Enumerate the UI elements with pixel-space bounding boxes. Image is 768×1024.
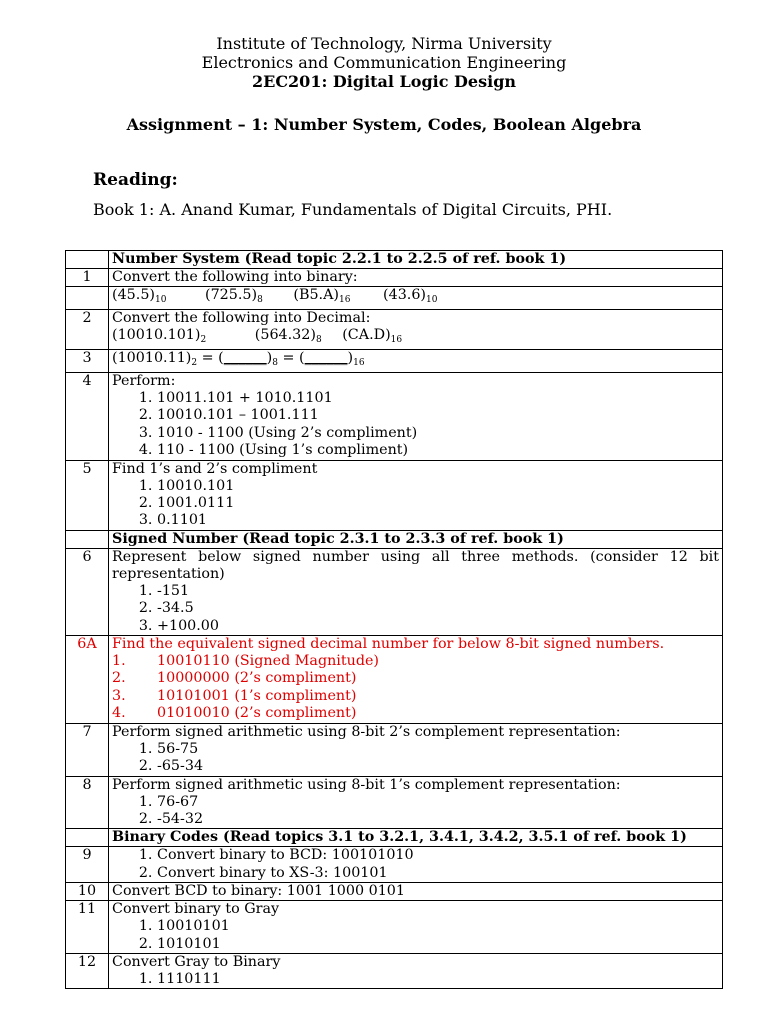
sub-list (112, 794, 719, 829)
list-item: 1. 76-67 (157, 794, 719, 811)
sub-list (112, 390, 719, 460)
question-number: 1 (66, 269, 109, 287)
question-text: $(10010.11)_2$ = $(\_\_\_\_\_\_)_8$ = $(\_\_\_\_\_\_)_{16}$ (109, 350, 723, 373)
institute-name: Institute of Technology, Nirma University (216, 34, 552, 53)
question-values: $(45.5)_{10}$ $(725.5)_8$ $(B5.A)_{16}$ $(43.6)_{10}$ (109, 287, 723, 310)
sub-list (112, 741, 719, 776)
question-text: Find 1’s and 2’s compliment (112, 460, 318, 477)
section-signed-number: Signed Number (Read topic 2.3.1 to 2.3.3 of ref. book 1) (109, 530, 723, 548)
section-row (66, 251, 723, 269)
question-row (66, 287, 723, 310)
question-number: 11 (66, 901, 109, 954)
section-number-system: Number System (Read topic 2.2.1 to 2.2.5 of ref. book 1) (109, 251, 723, 269)
sub-list (112, 653, 719, 723)
reading-heading: Reading: (93, 170, 178, 190)
question-number: 9 (66, 847, 109, 883)
list-item: 2. Convert binary to XS-3: 100101 (157, 865, 719, 882)
question-number: 10 (66, 883, 109, 901)
question-row (66, 953, 723, 988)
list-item: 4. 01010010 (2’s compliment) (112, 705, 357, 722)
sub-list (112, 583, 719, 635)
question-number: 8 (66, 776, 109, 829)
question-row (66, 460, 723, 530)
question-text: Perform signed arithmetic using 8-bit 2’s complement representation: (112, 723, 621, 740)
assignment-title: Assignment – 1: Number System, Codes, Boolean Algebra (126, 115, 642, 134)
question-text: Convert the following into binary: (109, 269, 723, 287)
list-item: 1. 56-75 (157, 741, 719, 758)
list-item: 2. -65-34 (157, 758, 719, 775)
question-text: Convert the following into Decimal: $(10010.101)_2$ $(564.32)_8$ $(CA.D)_{16}$ (109, 310, 723, 350)
list-item: 2. 10000000 (2’s compliment) (112, 670, 357, 687)
question-row (66, 269, 723, 287)
question-text: Perform: (112, 373, 176, 389)
question-row (66, 310, 723, 350)
question-text: Convert Gray to Binary (112, 953, 281, 970)
question-row (66, 883, 723, 901)
list-item: 2. 1010101 (157, 936, 719, 953)
sub-list (112, 971, 719, 988)
list-item: 3. +100.00 (157, 618, 719, 635)
question-number: 5 (66, 460, 109, 530)
question-text: Find the equivalent signed decimal number for below 8-bit signed numbers. (112, 636, 665, 653)
list-item: 1. Convert binary to BCD: 100101010 (157, 847, 719, 864)
question-row (66, 776, 723, 829)
question-text: Convert binary to Gray (112, 901, 280, 918)
list-item: 2. 10010.101 – 1001.111 (157, 407, 719, 424)
sub-list (112, 847, 719, 882)
list-item: 1. 1110111 (157, 971, 719, 988)
question-number: 4 (66, 373, 109, 461)
list-item: 1. -151 (157, 583, 719, 600)
department-name: Electronics and Communication Engineering (201, 53, 567, 72)
questions-table (65, 250, 723, 989)
question-row (66, 548, 723, 635)
section-row (66, 829, 723, 847)
course-title: 2EC201: Digital Logic Design (251, 72, 517, 91)
question-number: 2 (66, 310, 109, 350)
list-item: 3. 10101001 (1’s compliment) (112, 687, 357, 704)
list-item: 3. 0.1101 (157, 512, 719, 529)
question-row (66, 847, 723, 883)
question-row-highlighted (66, 636, 723, 724)
sub-list (112, 918, 719, 953)
section-binary-codes: Binary Codes (Read topics 3.1 to 3.2.1, 3.4.1, 3.4.2, 3.5.1 of ref. book 1) (109, 829, 723, 847)
question-text: Convert BCD to binary: 1001 1000 0101 (109, 883, 723, 901)
list-item: 1. 10011.101 + 1010.1101 (157, 390, 719, 407)
question-text: Represent below signed number using all three methods. (consider 12 bit representation) (112, 548, 719, 582)
list-item: 2. 1001.0111 (157, 495, 719, 512)
question-number: 7 (66, 723, 109, 776)
list-item: 2. -34.5 (157, 600, 719, 617)
sub-list (112, 478, 719, 530)
list-item: 1. 10010110 (Signed Magnitude) (112, 653, 380, 670)
question-row (66, 723, 723, 776)
question-row (66, 901, 723, 954)
question-number: 3 (66, 350, 109, 373)
question-number: 6A (66, 636, 109, 724)
document-header (0, 34, 768, 91)
list-item: 1. 10010.101 (157, 478, 719, 495)
reading-book: Book 1: A. Anand Kumar, Fundamentals of Digital Circuits, PHI. (93, 200, 613, 219)
question-row (66, 373, 723, 461)
list-item: 1. 10010101 (157, 918, 719, 935)
question-number: 6 (66, 548, 109, 635)
question-text: Perform signed arithmetic using 8-bit 1’s complement representation: (112, 776, 621, 793)
section-row (66, 530, 723, 548)
question-number: 12 (66, 953, 109, 988)
list-item: 3. 1010 - 1100 (Using 2’s compliment) (157, 425, 719, 442)
list-item: 2. -54-32 (157, 811, 719, 828)
question-row (66, 350, 723, 373)
list-item: 4. 110 - 1100 (Using 1’s compliment) (157, 442, 719, 459)
